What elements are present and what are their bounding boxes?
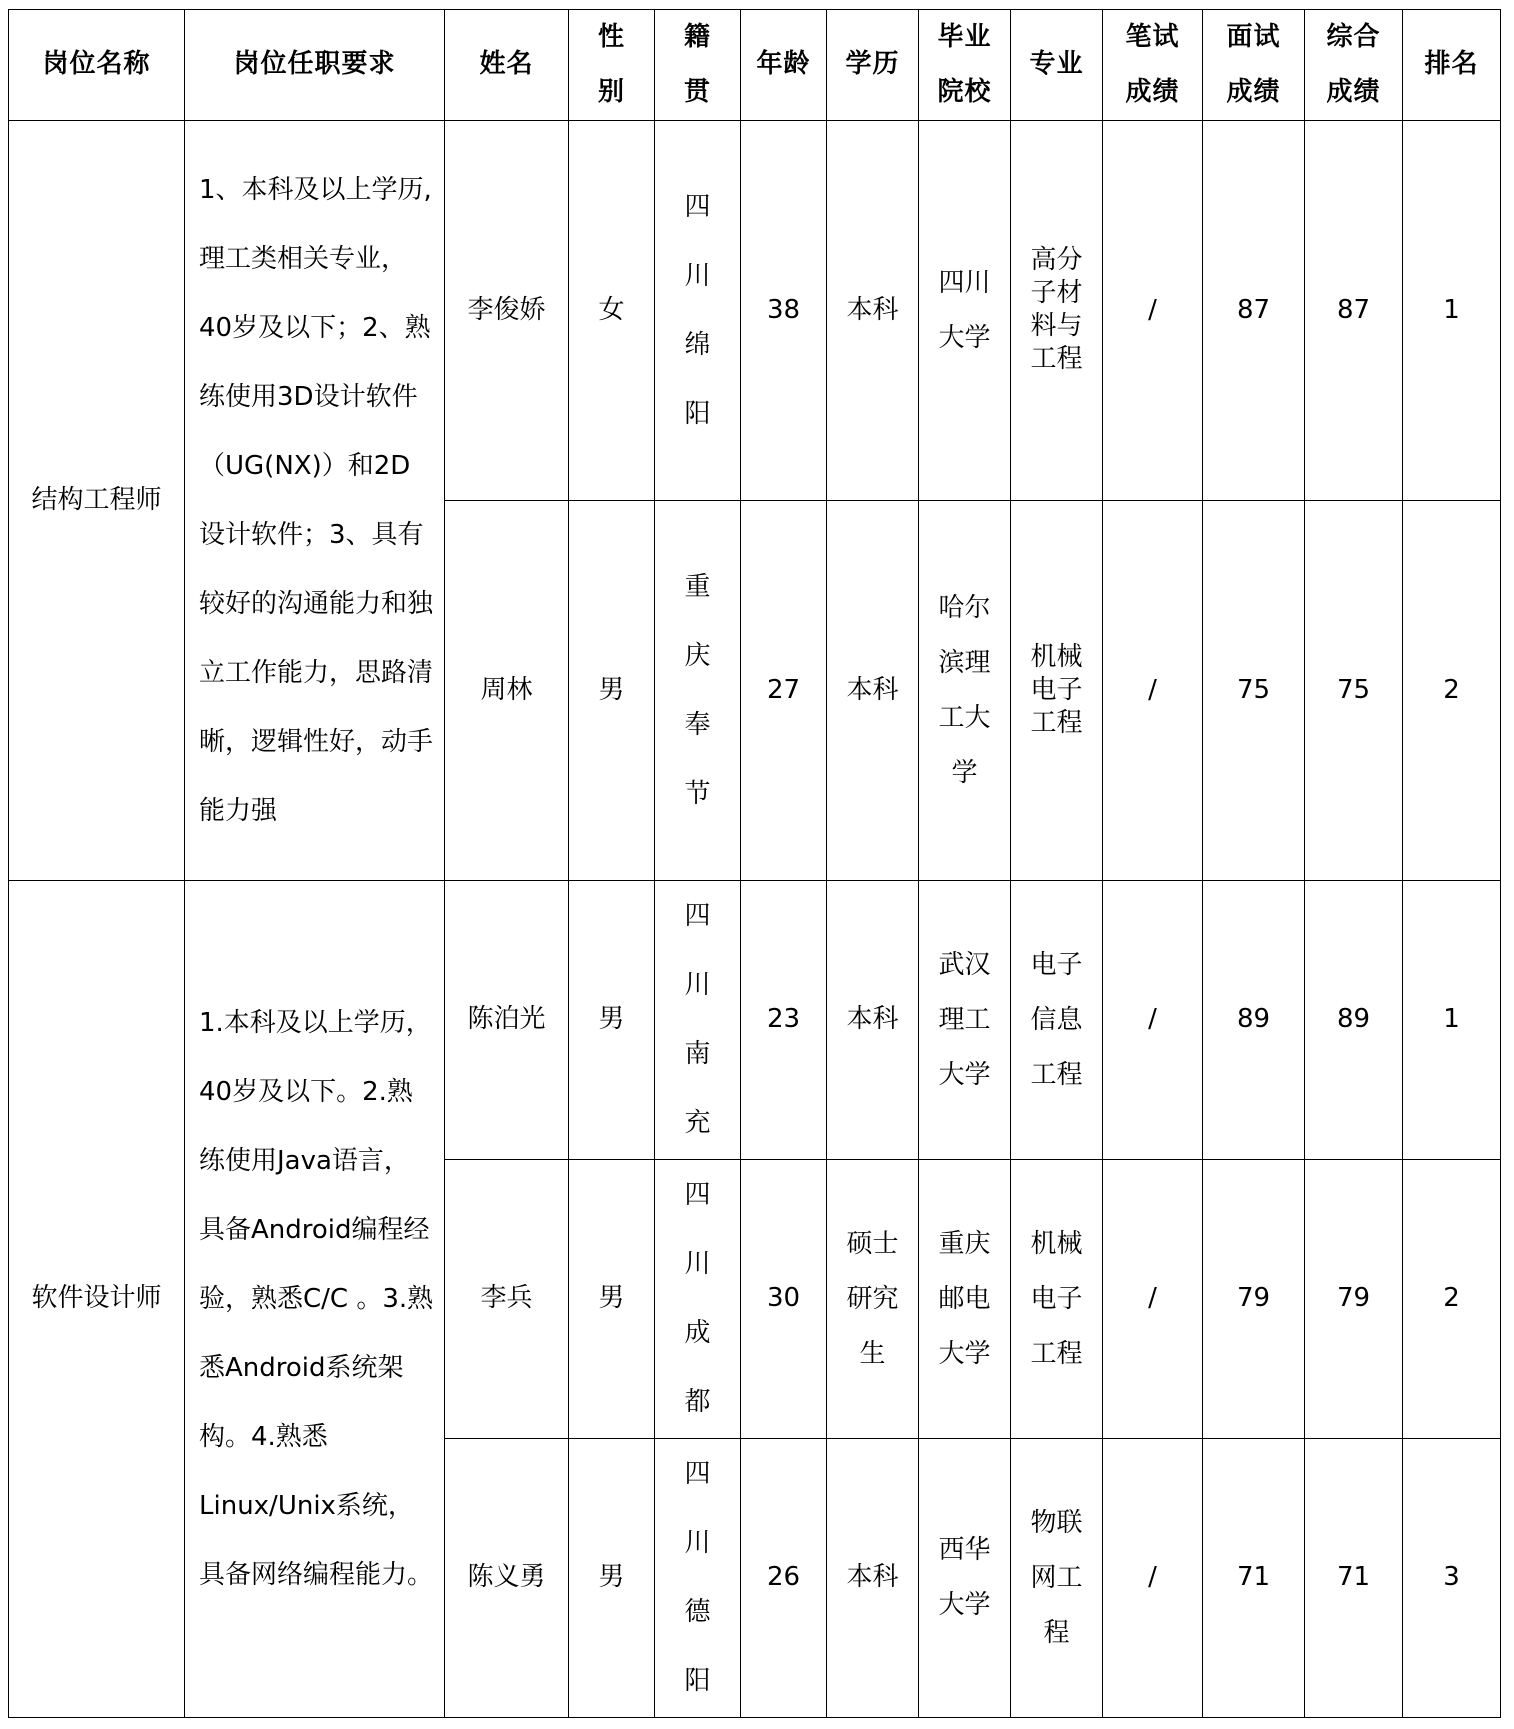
interview-cell: 89 [1203, 881, 1305, 1160]
school-cell: 哈尔滨理工大学 [938, 592, 991, 788]
gender-cell: 男 [569, 1160, 655, 1439]
major-cell: 高分子材料与工程 [1030, 245, 1083, 375]
native-cell: 四川德阳 [684, 1459, 711, 1696]
header-rank: 排名 [1403, 10, 1501, 121]
education-cell: 本科 [827, 121, 919, 501]
header-major: 专业 [1011, 10, 1103, 121]
header-written: 笔试成绩 [1125, 22, 1180, 107]
native-cell: 四川绵阳 [684, 191, 711, 429]
table-row [9, 121, 1501, 501]
education-cell: 本科 [827, 881, 919, 1160]
age-cell: 38 [741, 121, 827, 501]
age-cell: 27 [741, 501, 827, 881]
total-cell: 89 [1305, 881, 1403, 1160]
gender-cell: 男 [569, 1439, 655, 1718]
header-requirements: 岗位任职要求 [185, 10, 445, 121]
education-cell: 硕士研究生 [846, 1228, 899, 1369]
total-cell: 75 [1305, 501, 1403, 881]
written-cell: / [1103, 501, 1203, 881]
school-cell: 武汉理工大学 [938, 949, 991, 1090]
gender-cell: 男 [569, 881, 655, 1160]
requirements-cell: 1、本科及以上学历,理工类相关专业，40岁及以下；2、熟练使用3D设计软件（UG(NX)）和2D设计软件；3、具有较好的沟通能力和独立工作能力，思路清晰，逻辑性好，动手能力强 [185, 121, 445, 881]
header-position: 岗位名称 [9, 10, 185, 121]
header-education: 学历 [827, 10, 919, 121]
interview-cell: 75 [1203, 501, 1305, 881]
position-cell: 软件设计师 [9, 881, 185, 1718]
school-cell: 西华大学 [938, 1535, 991, 1620]
interview-cell: 79 [1203, 1160, 1305, 1439]
header-name: 姓名 [445, 10, 569, 121]
education-cell: 本科 [827, 1439, 919, 1718]
header-age: 年龄 [741, 10, 827, 121]
age-cell: 30 [741, 1160, 827, 1439]
requirements-cell: 1.本科及以上学历，40岁及以下。2.熟练使用Java语言，具备Android编程经验，熟悉C/C 。3.熟悉Android系统架构。4.熟悉Linux/Unix系统，具备网络编程能力。 [185, 881, 445, 1718]
written-cell: / [1103, 881, 1203, 1160]
rank-cell: 1 [1403, 881, 1501, 1160]
interview-cell: 71 [1203, 1439, 1305, 1718]
name-cell: 李俊娇 [445, 121, 569, 501]
written-cell: / [1103, 1160, 1203, 1439]
gender-cell: 女 [569, 121, 655, 501]
major-cell: 电子信息工程 [1030, 949, 1083, 1090]
rank-cell: 2 [1403, 1160, 1501, 1439]
name-cell: 周林 [445, 501, 569, 881]
total-cell: 79 [1305, 1160, 1403, 1439]
written-cell: / [1103, 1439, 1203, 1718]
header-interview: 面试成绩 [1226, 22, 1281, 107]
header-native: 籍贯 [683, 22, 711, 107]
header-school: 毕业院校 [937, 22, 992, 107]
header-gender: 性别 [597, 22, 625, 107]
rank-cell: 2 [1403, 501, 1501, 881]
table-row [9, 881, 1501, 1160]
major-cell: 机械电子工程 [1030, 1228, 1083, 1369]
total-cell: 87 [1305, 121, 1403, 501]
gender-cell: 男 [569, 501, 655, 881]
native-cell: 重庆奉节 [684, 571, 711, 809]
name-cell: 陈泊光 [445, 881, 569, 1160]
major-cell: 物联网工程 [1030, 1507, 1083, 1648]
native-cell: 四川南充 [684, 901, 711, 1138]
interview-cell: 87 [1203, 121, 1305, 501]
education-cell: 本科 [827, 501, 919, 881]
native-cell: 四川成都 [684, 1180, 711, 1417]
header-total: 综合成绩 [1326, 22, 1381, 107]
header-row [9, 10, 1501, 121]
age-cell: 23 [741, 881, 827, 1160]
position-cell: 结构工程师 [9, 121, 185, 881]
major-cell: 机械电子工程 [1030, 641, 1083, 738]
school-cell: 四川大学 [938, 267, 991, 353]
school-cell: 重庆邮电大学 [938, 1228, 991, 1369]
rank-cell: 3 [1403, 1439, 1501, 1718]
name-cell: 陈义勇 [445, 1439, 569, 1718]
rank-cell: 1 [1403, 121, 1501, 501]
total-cell: 71 [1305, 1439, 1403, 1718]
recruitment-results-table [8, 9, 1501, 1718]
name-cell: 李兵 [445, 1160, 569, 1439]
age-cell: 26 [741, 1439, 827, 1718]
written-cell: / [1103, 121, 1203, 501]
